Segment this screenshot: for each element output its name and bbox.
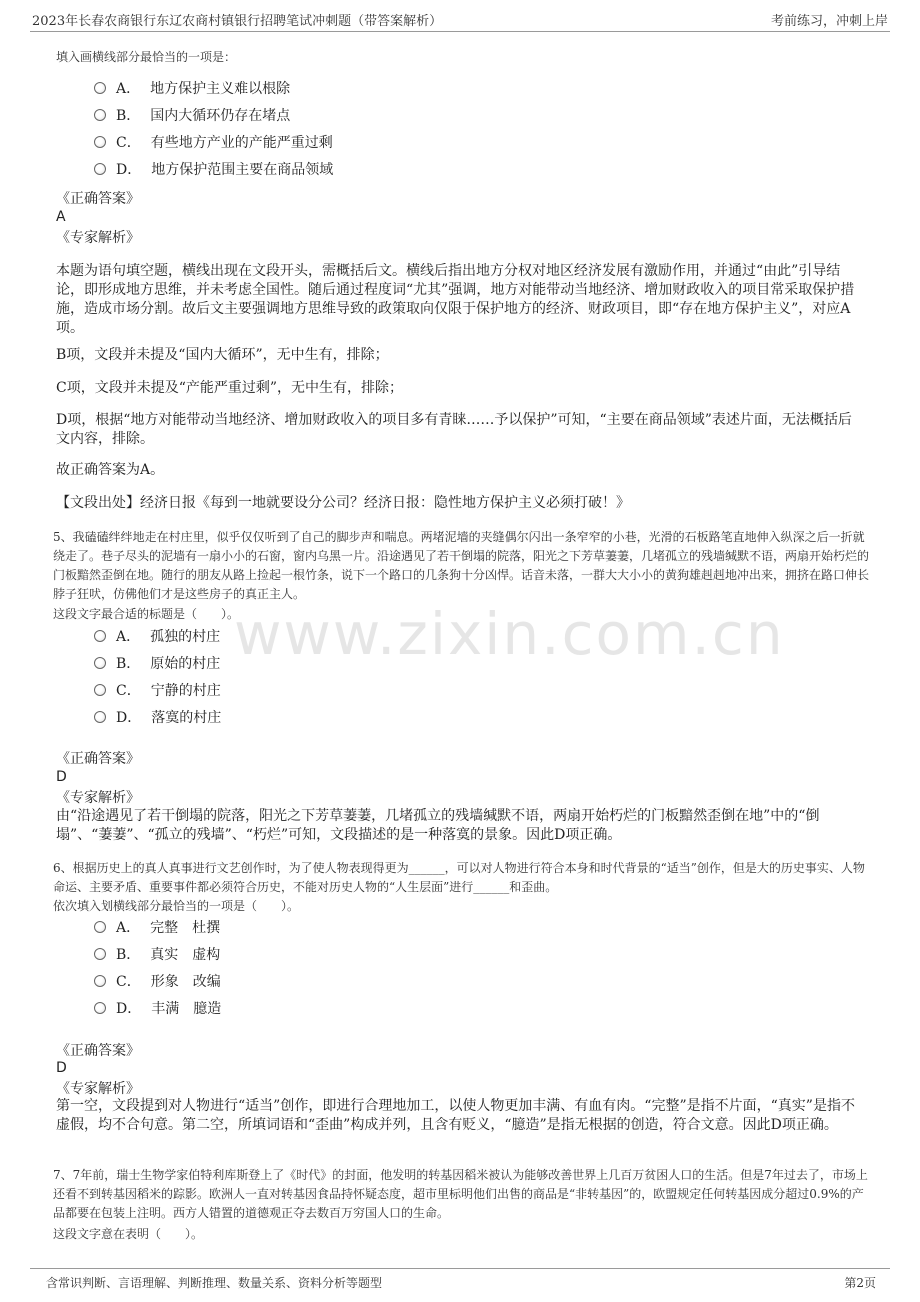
- q6-answer: D: [56, 1060, 67, 1076]
- q4-option-c[interactable]: C． 有些地方产业的产能严重过剩: [94, 132, 333, 154]
- q4-conclusion: 故正确答案为A。: [56, 462, 165, 478]
- radio-icon[interactable]: [94, 630, 106, 642]
- q5-option-a[interactable]: A． 孤独的村庄: [94, 626, 220, 648]
- watermark: www.zixin.com.cn: [234, 600, 785, 668]
- radio-icon[interactable]: [94, 109, 106, 121]
- q6-question: 依次填入划横线部分最恰当的一项是（ ）。: [53, 899, 300, 913]
- q4-answer-label: 《正确答案》: [56, 191, 140, 207]
- q4-option-d[interactable]: D． 地方保护范围主要在商品领域: [94, 159, 333, 181]
- q4-analysis-label: 《专家解析》: [56, 230, 140, 246]
- q4-answer: A: [56, 209, 66, 225]
- q4-option-a[interactable]: A． 地方保护主义难以根除: [94, 78, 290, 100]
- radio-icon[interactable]: [94, 82, 106, 94]
- page-header: [0, 0, 920, 34]
- q7-stem: 7、7年前，瑞士生物学家伯特利库斯登上了《时代》的封面，他发明的转基因稻米被认为能够改善世界上几百万贫困人口的生活。但是7年过去了，市场上还看不到转基因稻米的踪影。欧洲人一直对转基因食品持怀疑态度，超市里标明他们出售的商品是“非转基因”的，欧盟规定任何转基因成分超过0.9%的产品都要在包装上注明。西方人错置的道德观正夺去数百万穷国人口的生命。: [53, 1168, 868, 1220]
- page-number: 第2页: [844, 1276, 876, 1290]
- q5-option-b[interactable]: B． 原始的村庄: [94, 653, 220, 675]
- q5-option-c[interactable]: C． 宁静的村庄: [94, 680, 221, 702]
- radio-icon[interactable]: [94, 657, 106, 669]
- q6-analysis: 第一空，文段提到对人物进行“适当”创作，即进行合理地加工，以使人物更加丰满、有血有肉。“完整”是指不片面，“真实”是指不虚假，均不合句意。第二空，所填词语和“歪曲”构成并列，且含有贬义，“臆造”是指无根据的创造，符合文意。因此D项正确。: [56, 1098, 855, 1133]
- footer-topics: 含常识判断、言语理解、判断推理、数量关系、资料分析等题型: [46, 1276, 383, 1290]
- q4-analysis-c: C项，文段并未提及“产能严重过剩”，无中生有，排除；: [56, 380, 404, 396]
- q5-question: 这段文字最合适的标题是（ ）。: [53, 607, 240, 621]
- q4-analysis-b: B项，文段并未提及“国内大循环”，无中生有，排除；: [56, 347, 389, 363]
- radio-icon[interactable]: [94, 684, 106, 696]
- q6-option-b[interactable]: B． 真实 虚构: [94, 944, 220, 966]
- document-title: 2023年长春农商银行东辽农商村镇银行招聘笔试冲刺题（带答案解析）: [32, 14, 443, 29]
- q6-answer-label: 《正确答案》: [56, 1043, 140, 1059]
- footer-divider: [30, 1268, 890, 1269]
- radio-icon[interactable]: [94, 921, 106, 933]
- header-slogan: 考前练习，冲刺上岸: [770, 14, 888, 29]
- q6-option-c[interactable]: C． 形象 改编: [94, 971, 221, 993]
- q4-option-b[interactable]: B． 国内大循环仍存在堵点: [94, 105, 290, 127]
- header-divider: [30, 31, 890, 32]
- radio-icon[interactable]: [94, 711, 106, 723]
- q5-analysis: 由“沿途遇见了若干倒塌的院落，阳光之下芳草萋萋，几堵孤立的残墙缄默不语，两扇开始朽烂的门板黯然歪倒在地”中的“倒塌”、“萋萋”、“孤立的残墙”、“朽烂”可知，文段描述的是一种落寞的景象。因此D项正确。: [56, 808, 820, 843]
- q5-option-d[interactable]: D． 落寞的村庄: [94, 707, 221, 729]
- q4-source: 【文段出处】经济日报《每到一地就要设分公司？经济日报：隐性地方保护主义必须打破！》: [56, 495, 630, 511]
- q4-analysis-main: 本题为语句填空题，横线出现在文段开头，需概括后文。横线后指出地方分权对地区经济发展有激励作用，并通过“由此”引导结论，即形成地方思维，并未考虑全国性。随后通过程度词“尤其”强调，地方对能带动当地经济、增加财政收入的项目常采取保护措施，造成市场分割。故后文主要强调地方思维导致的政策取向仅限于保护地方的经济、财政项目，即“存在地方保护主义”，对应A项。: [56, 263, 855, 336]
- q6-option-d[interactable]: D． 丰满 臆造: [94, 998, 221, 1020]
- radio-icon[interactable]: [94, 136, 106, 148]
- q4-stem: 填入画横线部分最恰当的一项是：: [56, 50, 237, 64]
- radio-icon[interactable]: [94, 1002, 106, 1014]
- q6-analysis-label: 《专家解析》: [56, 1081, 140, 1097]
- q5-stem: 5、我磕磕绊绊地走在村庄里，似乎仅仅听到了自己的脚步声和喘息。两堵泥墙的夹缝偶尔闪出一条窄窄的小巷，光滑的石板路笔直地伸入纵深之后一折就绕走了。巷子尽头的泥墙有一扇小小的石窗，窗内乌黑一片。沿途遇见了若干倒塌的院落，阳光之下芳草萋萋，几堵孤立的残墙缄默不语，两扇开始朽烂的门板黯然歪倒在地。随行的朋友从路上捡起一根竹条，说下一个路口的几条狗十分凶悍。话音未落，一群大大小小的黄狗雄赳赳地冲出来，拥挤在路口伸长脖子狂吠，仿佛他们才是这些房子的真正主人。: [53, 530, 870, 601]
- q6-option-a[interactable]: A． 完整 杜撰: [94, 917, 220, 939]
- q4-analysis-d: D项，根据“地方对能带动当地经济、增加财政收入的项目多有青睐……予以保护”可知，“主要在商品领域”表述片面，无法概括后文内容，排除。: [56, 412, 852, 447]
- q6-stem: 6、根据历史上的真人真事进行文艺创作时，为了使人物表现得更为______，可以对人物进行符合本身和时代背景的“适当”创作，但是大的历史事实、人物命运、主要矛盾、重要事件都必须符合历史，不能对历史人物的“人生层面”进行______和歪曲。: [53, 861, 865, 894]
- page-footer: [0, 1262, 920, 1302]
- q5-answer: D: [56, 769, 67, 785]
- radio-icon[interactable]: [94, 163, 106, 175]
- q5-analysis-label: 《专家解析》: [56, 790, 140, 806]
- q7-question: 这段文字意在表明（ ）。: [53, 1227, 204, 1241]
- q5-answer-label: 《正确答案》: [56, 751, 140, 767]
- radio-icon[interactable]: [94, 975, 106, 987]
- radio-icon[interactable]: [94, 948, 106, 960]
